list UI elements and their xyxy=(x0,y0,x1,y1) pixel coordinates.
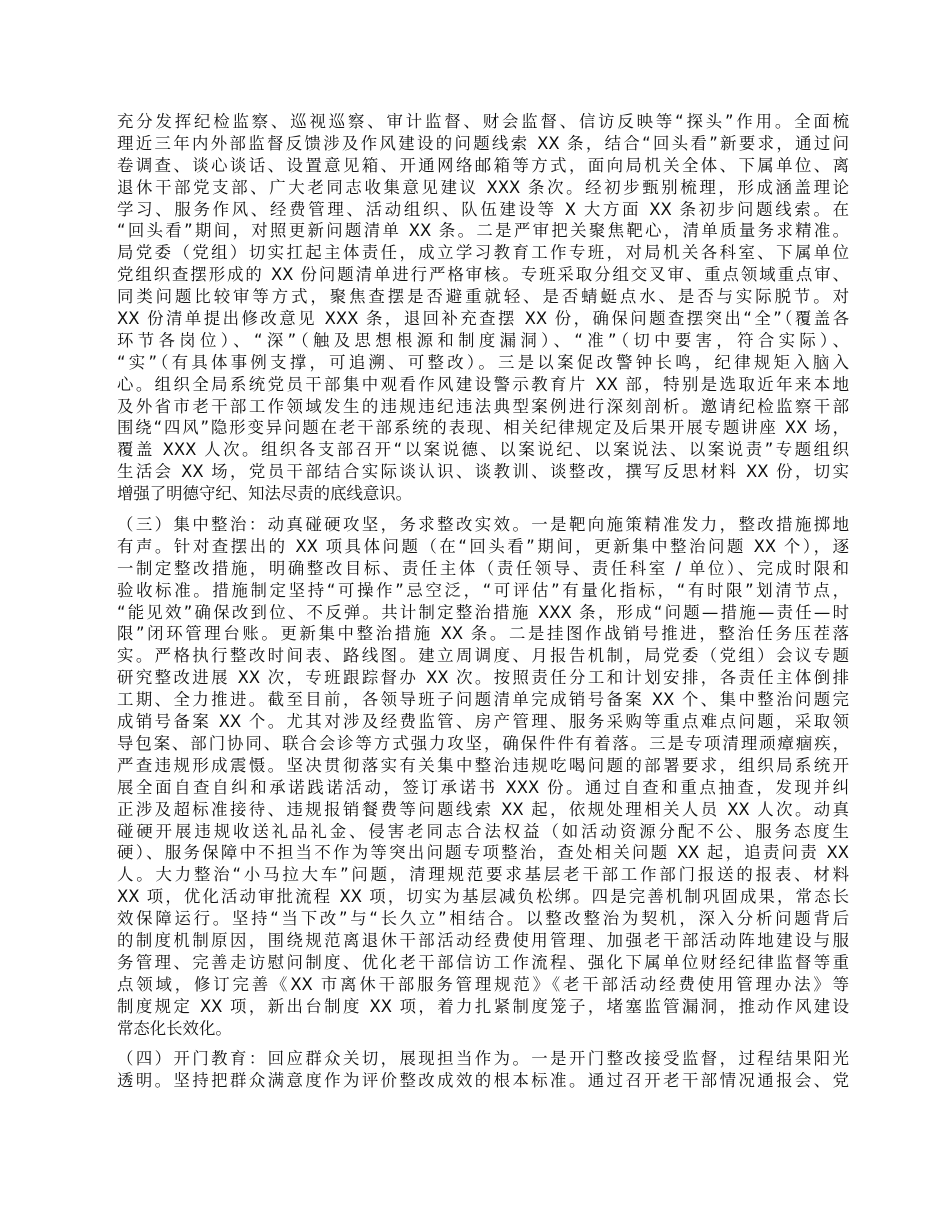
text-line: 严查违规形成震慑。坚决贯彻落实有关集中整治违规吃喝问题的部署要求，组织局系统开 xyxy=(117,755,849,775)
text-line: XX 份清单提出修改意见 XXX 条，退回补充查摆 XX 份，确保问题查摆突出“全”（覆盖各 xyxy=(117,309,849,329)
text-line: 卷调查、谈心谈话、设置意见箱、开通网络邮箱等方式，面向局机关全体、下属单位、离 xyxy=(117,155,849,175)
text-line: 充分发挥纪检监察、巡视巡察、审计监督、财会监督、信访反映等“探头”作用。全面梳 xyxy=(117,112,849,131)
text-line: 有声。针对查摆出的 XX 项具体问题（在“回头看”期间，更新集中整治问题 XX 个），逐 xyxy=(117,536,849,556)
text-line: 退休干部党支部、广大老同志收集意见建议 XXX 条次。经初步甄别梳理，形成涵盖理论 xyxy=(117,177,849,197)
paragraph xyxy=(117,514,849,1039)
text-line: “能见效”确保改到位、不反弹。共计制定整治措施 XXX 条，形成“问题—措施—责任—时 xyxy=(117,602,849,622)
text-line: 硬）、服务保障中不担当不作为等突出问题专项整治，查处相关问题 XX 起，追责问责 XX xyxy=(117,843,849,863)
text-line: （四）开门教育：回应群众关切，展现担当作为。一是开门整改接受监督，过程结果阳光 xyxy=(117,1049,849,1069)
text-line: 生活会 XX 场，党员干部结合实际谈认识、谈教训、谈整改，撰写反思材料 XX 份，切实 xyxy=(117,462,849,482)
text-line: 心。组织全局系统党员干部集中观看作风建设警示教育片 XX 部，特别是选取近年来本地 xyxy=(117,374,849,394)
text-line: 导包案、部门协同、联合会诊等方式强力攻坚，确保件件有着落。三是专项清理顽瘴痼疾， xyxy=(117,733,849,753)
text-line: 制度规定 XX 项，新出台制度 XX 项，着力扎紧制度笼子，堵塞监管漏洞，推动作风建设 xyxy=(117,996,849,1016)
text-line: XX 项，优化活动审批流程 XX 项，切实为基层减负松绑。四是完善机制巩固成果，常态长 xyxy=(117,887,849,907)
text-line: 成销号备案 XX 个。尤其对涉及经费监管、房产管理、服务采购等重点难点问题，采取领 xyxy=(117,712,849,732)
text-line: 正涉及超标准接待、违规报销餐费等问题线索 XX 起，依规处理相关人员 XX 人次。动真 xyxy=(117,799,849,819)
text-line: 研究整改进展 XX 次，专班跟踪督办 XX 次。按照责任分工和计划安排，各责任主体倒排 xyxy=(117,668,849,688)
text-line: 点领域，修订完善《XX 市离休干部服务管理规范》《老干部活动经费使用管理办法》等 xyxy=(117,974,849,994)
text-line: 学习、服务作风、经费管理、活动组织、队伍建设等 X 大方面 XX 条初步问题线索。在 xyxy=(117,199,849,219)
text-line: （三）集中整治：动真碰硬攻坚，务求整改实效。一是靶向施策精准发力，整改措施掷地 xyxy=(117,515,849,535)
text-line: “回头看”期间，对照更新问题清单 XX 条。二是严审把关聚焦靶心，清单质量务求精准。 xyxy=(117,221,849,241)
text-line: 党组织查摆形成的 XX 份问题清单进行严格审核。专班采取分组交叉审、重点领域重点审、 xyxy=(117,265,849,285)
text-line: 的制度机制原因，围绕规范离退休干部活动经费使用管理、加强老干部活动阵地建设与服 xyxy=(117,930,849,950)
text-line: 限”闭环管理台账。更新集中整治措施 XX 条。二是挂图作战销号推进，整治任务压茬落 xyxy=(117,624,849,644)
text-line: 增强了明德守纪、知法尽责的底线意识。 xyxy=(117,484,413,504)
paragraph xyxy=(117,111,849,505)
text-line: 一制定整改措施，明确整改目标、责任主体（责任领导、责任科室 / 单位）、完成时限和 xyxy=(117,558,849,578)
text-line: 常态化长效化。 xyxy=(117,1018,232,1038)
text-line: 工期、全力推进。截至目前，各领导班子问题清单完成销号备案 XX 个、集中整治问题完 xyxy=(117,690,849,710)
text-line: 理近三年内外部监督反馈涉及作风建设的问题线索 XX 条，结合“回头看”新要求，通过问 xyxy=(117,133,849,153)
text-line: “实”（有具体事例支撑，可追溯、可整改）。三是以案促改警钟长鸣，纪律规矩入脑入 xyxy=(117,352,849,372)
text-line: 碰硬开展违规收送礼品礼金、侵害老同志合法权益（如活动资源分配不公、服务态度生 xyxy=(117,821,849,841)
text-line: 环节各岗位）、“深”（触及思想根源和制度漏洞）、“准”（切中要害，符合实际）、 xyxy=(117,330,849,350)
text-line: 人。大力整治“小马拉大车”问题，清理规范要求基层老干部工作部门报送的报表、材料 xyxy=(117,865,849,885)
text-line: 透明。坚持把群众满意度作为评价整改成效的根本标准。通过召开老干部情况通报会、党 xyxy=(117,1071,849,1091)
text-line: 效保障运行。坚持“当下改”与“长久立”相结合。以整改整治为契机，深入分析问题背后 xyxy=(117,909,849,929)
document-body xyxy=(117,111,849,1101)
text-line: 务管理、完善走访慰问制度、优化老干部信访工作流程、强化下属单位财经纪律监督等重 xyxy=(117,952,849,972)
text-line: 同类问题比较审等方式，聚焦查摆是否避重就轻、是否蜻蜓点水、是否与实际脱节。对 xyxy=(117,287,849,307)
text-line: 验收标准。措施制定坚持“可操作”忌空泛，“可评估”有量化指标，“有时限”划清节点， xyxy=(117,580,849,600)
text-line: 围绕“四风”隐形变异问题在老干部系统的表现、相关纪律规定及后果开展专题讲座 XX 场， xyxy=(117,418,849,438)
text-line: 覆盖 XXX 人次。组织各支部召开“以案说德、以案说纪、以案说法、以案说责”专题组织 xyxy=(117,440,849,460)
text-line: 实。严格执行整改时间表、路线图。建立周调度、月报告机制，局党委（党组）会议专题 xyxy=(117,646,849,666)
paragraph xyxy=(117,1048,849,1092)
text-line: 展全面自查自纠和承诺践诺活动，签订承诺书 XXX 份。通过自查和重点抽查，发现并纠 xyxy=(117,777,849,797)
text-line: 局党委（党组）切实扛起主体责任，成立学习教育工作专班，对局机关各科室、下属单位 xyxy=(117,243,849,263)
text-line: 及外省市老干部工作领域发生的违规违纪违法典型案例进行深刻剖析。邀请纪检监察干部 xyxy=(117,396,849,416)
